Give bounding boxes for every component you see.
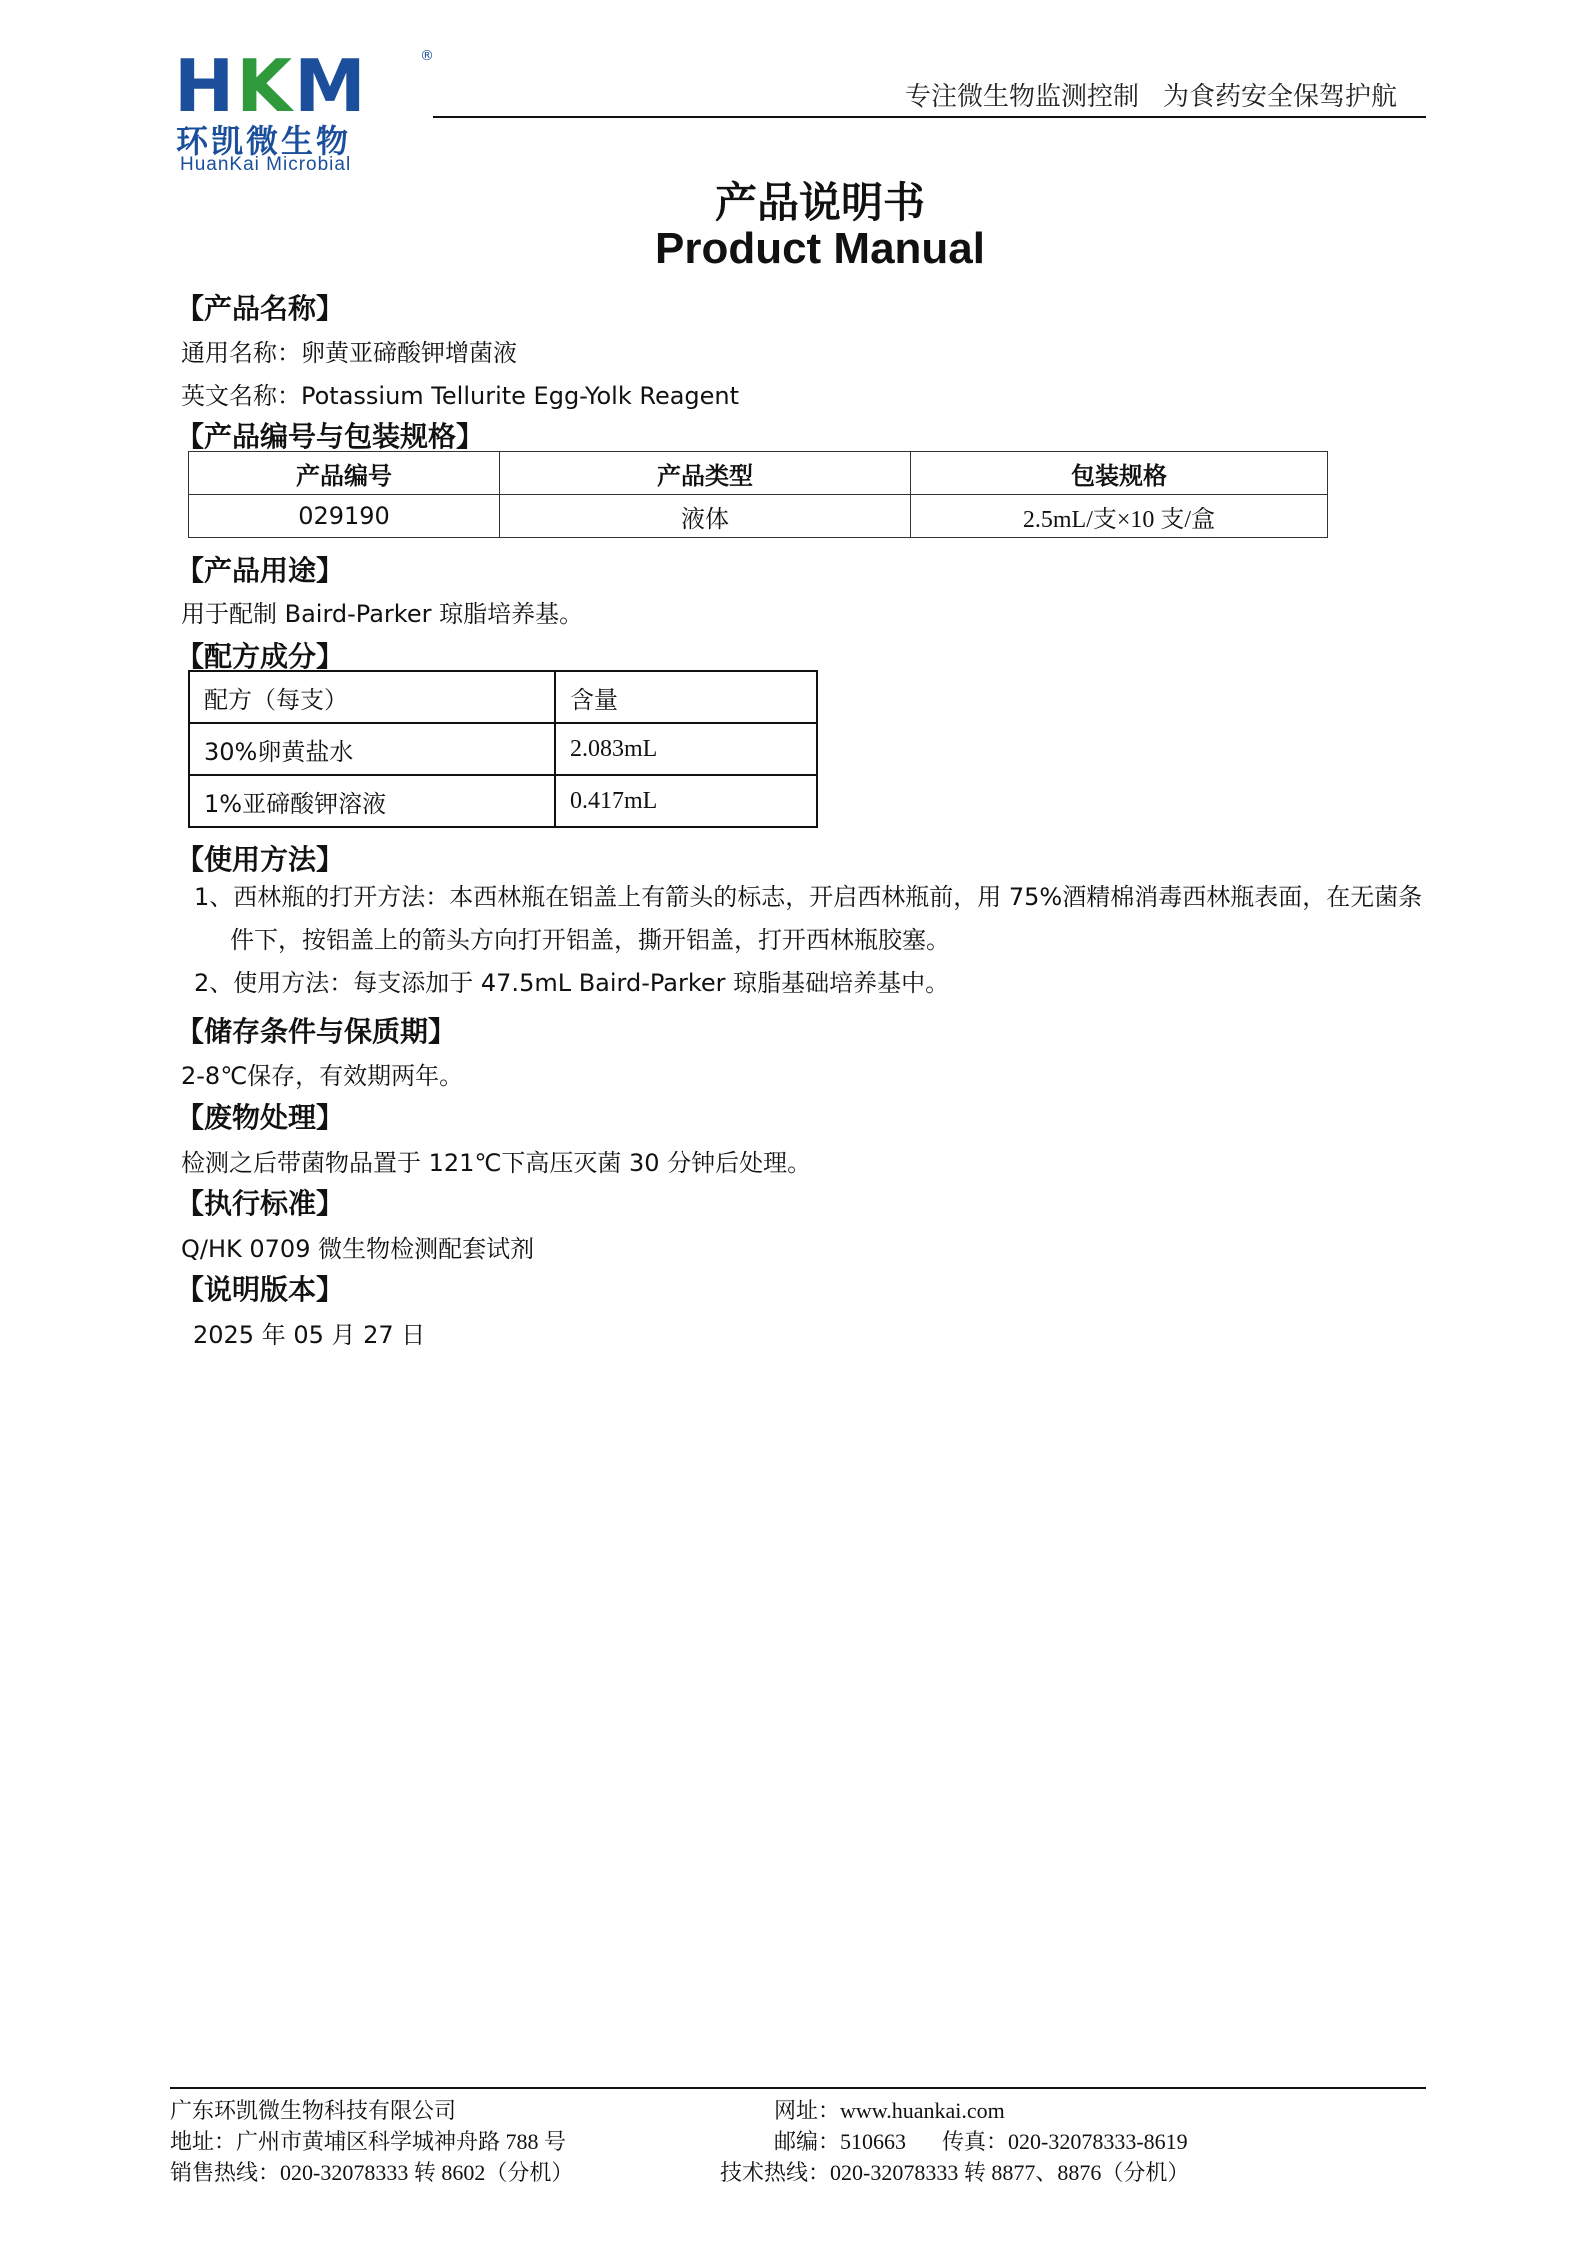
formula-header-amount: 含量 [555, 671, 817, 723]
standard-text: Q/HK 0709 微生物检测配套试剂 [181, 1235, 535, 1263]
spec-table-row [189, 495, 1328, 538]
logo-mark-k: K [236, 44, 295, 128]
section-heading-method: 【使用方法】 [176, 843, 345, 876]
formula-component: 30%卵黄盐水 [189, 723, 555, 775]
english-name: 英文名称：Potassium Tellurite Egg-Yolk Reagent [181, 382, 740, 410]
formula-table-row [189, 671, 817, 723]
logo-english-name: HuanKai Microbial [180, 154, 352, 175]
section-heading-spec: 【产品编号与包装规格】 [176, 420, 485, 453]
spec-type: 液体 [500, 495, 911, 538]
version-date: 2025 年 05 月 27 日 [193, 1321, 426, 1349]
formula-table [188, 670, 818, 828]
method-item-1-line-2: 件下，按铝盖上的箭头方向打开铝盖，撕开铝盖，打开西林瓶胶塞。 [230, 926, 950, 954]
footer-tech-hotline: 技术热线：020-32078333 转 8877、8876（分机） [720, 2160, 1190, 2185]
footer-postcode: 邮编：510663 [774, 2129, 907, 2154]
logo-mark-m: M [294, 44, 368, 128]
usage-text: 用于配制 Baird-Parker 琼脂培养基。 [181, 600, 584, 628]
formula-component: 1%亚碲酸钾溶液 [189, 775, 555, 827]
header-divider [433, 116, 1426, 118]
logo-mark [174, 44, 368, 128]
storage-text: 2-8℃保存，有效期两年。 [181, 1062, 464, 1090]
spec-header-type: 产品类型 [500, 452, 911, 495]
spec-package: 2.5mL/支×10 支/盒 [911, 495, 1328, 538]
spec-table-header-row [189, 452, 1328, 495]
section-heading-standard: 【执行标准】 [176, 1187, 345, 1220]
slogan-part-1: 专注微生物监测控制 [904, 82, 1139, 112]
formula-table-row [189, 775, 817, 827]
method-item-2: 2、使用方法：每支添加于 47.5mL Baird-Parker 琼脂基础培养基中。 [194, 969, 950, 997]
company-logo [174, 44, 434, 175]
section-heading-formula: 【配方成分】 [176, 640, 345, 673]
title-chinese: 产品说明书 [714, 178, 925, 227]
formula-amount: 0.417mL [555, 775, 817, 827]
section-heading-disposal: 【废物处理】 [176, 1101, 345, 1134]
spec-table [188, 451, 1328, 538]
registered-mark: ® [420, 48, 434, 64]
footer-website: 网址：www.huankai.com [774, 2098, 1005, 2123]
footer-address: 地址：广州市黄埔区科学城神舟路 788 号 [170, 2129, 567, 2154]
common-name: 通用名称：卵黄亚碲酸钾增菌液 [181, 339, 517, 367]
footer-divider [170, 2087, 1426, 2089]
spec-header-code: 产品编号 [189, 452, 500, 495]
title-english: Product Manual [654, 224, 986, 273]
spec-code: 029190 [189, 495, 500, 538]
spec-header-package: 包装规格 [911, 452, 1328, 495]
header-slogan [905, 76, 1397, 113]
logo-chinese-name: 环凯微生物 [176, 122, 352, 160]
footer-fax: 传真：020-32078333-8619 [942, 2129, 1188, 2154]
section-heading-version: 【说明版本】 [176, 1273, 345, 1306]
section-heading-usage: 【产品用途】 [176, 554, 345, 587]
formula-amount: 2.083mL [555, 723, 817, 775]
logo-mark-h: H [174, 44, 237, 128]
footer-company: 广东环凯微生物科技有限公司 [170, 2098, 457, 2123]
section-heading-storage: 【储存条件与保质期】 [176, 1015, 457, 1048]
formula-header-component: 配方（每支） [189, 671, 555, 723]
disposal-text: 检测之后带菌物品置于 121℃下高压灭菌 30 分钟后处理。 [181, 1149, 812, 1177]
footer-sales-hotline: 销售热线：020-32078333 转 8602（分机） [170, 2160, 574, 2185]
section-heading-product-name: 【产品名称】 [176, 292, 345, 325]
method-list [194, 876, 1434, 1005]
method-item-1-line-1: 1、西林瓶的打开方法：本西林瓶在铝盖上有箭头的标志，开启西林瓶前，用 75%酒精棉消毒西林瓶表面，在无菌条 [194, 883, 1423, 911]
slogan-part-2: 为食药安全保驾护航 [1162, 82, 1397, 112]
formula-table-row [189, 723, 817, 775]
